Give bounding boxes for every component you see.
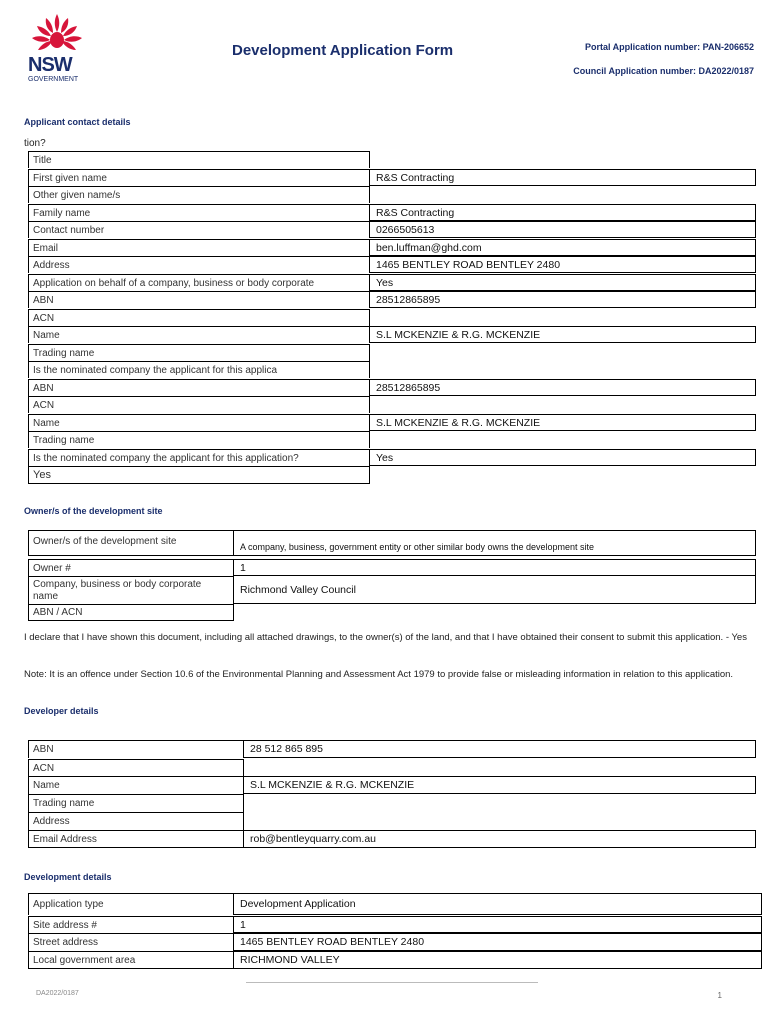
applicant-row <box>28 449 756 466</box>
development-row <box>28 933 762 951</box>
portal-application-number: Portal Application number: PAN-206652 <box>584 42 754 52</box>
applicant-row <box>28 344 756 361</box>
applicant-label: ABN <box>28 379 370 396</box>
owner-number-row <box>28 559 756 576</box>
applicant-value: R&S Contracting <box>370 204 756 221</box>
applicant-label: Trading name <box>28 344 370 361</box>
owner-company-row <box>28 576 756 604</box>
applicant-label: Title <box>28 151 370 168</box>
logo-subtext: GOVERNMENT <box>28 76 79 83</box>
applicant-section-heading: Applicant contact details <box>24 117 131 127</box>
development-row <box>28 951 762 969</box>
development-label: Street address <box>28 933 234 951</box>
developer-value: rob@bentleyquarry.com.au <box>244 830 756 848</box>
developer-row <box>28 776 756 794</box>
developer-row <box>28 794 756 812</box>
owners-label: Owner/s of the development site <box>28 530 234 556</box>
logo-wordmark: NSW <box>28 54 72 76</box>
development-row <box>28 893 762 915</box>
applicant-value <box>370 396 756 413</box>
owner-number-label: Owner # <box>28 559 234 576</box>
applicant-value <box>370 466 756 484</box>
council-application-number: Council Application number: DA2022/0187 <box>573 66 754 76</box>
applicant-value <box>370 151 756 168</box>
developer-value: S.L MCKENZIE & R.G. MCKENZIE <box>244 776 756 794</box>
development-row <box>28 916 762 933</box>
developer-label: Email Address <box>28 830 244 848</box>
applicant-row <box>28 361 756 378</box>
developer-label: ACN <box>28 759 244 776</box>
applicant-value: Yes <box>370 449 756 466</box>
applicant-label: ABN <box>28 291 370 308</box>
applicant-value <box>370 344 756 361</box>
applicant-row <box>28 431 756 448</box>
applicant-row <box>28 379 756 396</box>
applicant-label: First given name <box>28 169 370 186</box>
developer-row <box>28 812 756 830</box>
truncated-question: tion? <box>24 138 46 149</box>
developer-section-heading: Developer details <box>24 706 99 716</box>
applicant-row <box>28 151 756 168</box>
developer-value <box>244 812 756 830</box>
footer-document-id: DA2022/0187 <box>36 990 79 997</box>
applicant-row <box>28 169 756 186</box>
applicant-value: S.L MCKENZIE & R.G. MCKENZIE <box>370 414 756 431</box>
applicant-row <box>28 239 756 256</box>
applicant-value <box>370 309 756 326</box>
owner-abn-value <box>234 604 756 621</box>
applicant-value: 28512865895 <box>370 379 756 396</box>
owners-row <box>28 530 756 556</box>
development-value: 1 <box>234 916 762 933</box>
applicant-label: Name <box>28 326 370 343</box>
applicant-row <box>28 274 756 291</box>
footer-page-number: 1 <box>717 991 722 1000</box>
applicant-value: ben.luffman@ghd.com <box>370 239 756 256</box>
applicant-value: 1465 BENTLEY ROAD BENTLEY 2480 <box>370 256 756 273</box>
developer-row <box>28 759 756 776</box>
owner-number-value: 1 <box>234 559 756 576</box>
developer-value: 28 512 865 895 <box>244 740 756 758</box>
developer-label: Address <box>28 812 244 830</box>
applicant-value: S.L MCKENZIE & R.G. MCKENZIE <box>370 326 756 343</box>
applicant-value <box>370 431 756 448</box>
applicant-value: 0266505613 <box>370 221 756 238</box>
applicant-row <box>28 221 756 238</box>
development-label: Site address # <box>28 916 234 933</box>
applicant-label: Trading name <box>28 431 370 448</box>
form-title: Development Application Form <box>232 42 454 59</box>
developer-label: Name <box>28 776 244 794</box>
applicant-value: 28512865895 <box>370 291 756 308</box>
applicant-value: R&S Contracting <box>370 169 756 186</box>
development-label: Application type <box>28 893 234 915</box>
applicant-row <box>28 326 756 343</box>
owners-value: A company, business, government entity or other similar body owns the development site <box>234 530 756 556</box>
applicant-row <box>28 256 756 273</box>
development-value: 1465 BENTLEY ROAD BENTLEY 2480 <box>234 933 762 951</box>
applicant-row <box>28 396 756 413</box>
footer-divider <box>246 982 538 983</box>
applicant-value: Yes <box>370 274 756 291</box>
applicant-row <box>28 309 756 326</box>
developer-label: ABN <box>28 740 244 758</box>
applicant-label: Address <box>28 256 370 273</box>
offence-note: Note: It is an offence under Section 10.6 of the Environmental Planning and Assessment Act 1979 to provide false or misleading information in relation to this application. <box>24 669 734 680</box>
applicant-label: ACN <box>28 309 370 326</box>
applicant-row <box>28 204 756 221</box>
development-section-heading: Development details <box>24 872 112 882</box>
applicant-label: Application on behalf of a company, business or body corporate <box>28 274 370 291</box>
applicant-row <box>28 186 756 203</box>
applicant-label: ACN <box>28 396 370 413</box>
applicant-label: Other given name/s <box>28 186 370 203</box>
applicant-value <box>370 186 756 203</box>
developer-row <box>28 740 756 758</box>
applicant-value <box>370 361 756 378</box>
owner-company-label: Company, business or body corporate name <box>28 576 234 604</box>
development-label: Local government area <box>28 951 234 969</box>
owner-abn-label: ABN / ACN <box>28 604 234 621</box>
applicant-row <box>28 291 756 308</box>
owner-abn-row <box>28 604 756 621</box>
applicant-label: Is the nominated company the applicant for this applica <box>28 361 370 378</box>
applicant-row <box>28 414 756 431</box>
applicant-row <box>28 466 756 484</box>
applicant-label: Contact number <box>28 221 370 238</box>
owner-consent-declaration: I declare that I have shown this document, including all attached drawings, to the owner(s) of the land, and that I have obtained their consent to submit this application. - Yes <box>24 632 747 643</box>
development-value: RICHMOND VALLEY <box>234 951 762 969</box>
applicant-label: Email <box>28 239 370 256</box>
applicant-label: Name <box>28 414 370 431</box>
owner-company-value: Richmond Valley Council <box>234 576 756 604</box>
developer-value <box>244 759 756 776</box>
developer-value <box>244 794 756 812</box>
applicant-label: Family name <box>28 204 370 221</box>
developer-label: Trading name <box>28 794 244 812</box>
applicant-label: Yes <box>28 466 370 484</box>
owners-section-heading: Owner/s of the development site <box>24 506 163 516</box>
applicant-label: Is the nominated company the applicant for this application? <box>28 449 370 466</box>
development-value: Development Application <box>234 893 762 915</box>
developer-row <box>28 830 756 848</box>
